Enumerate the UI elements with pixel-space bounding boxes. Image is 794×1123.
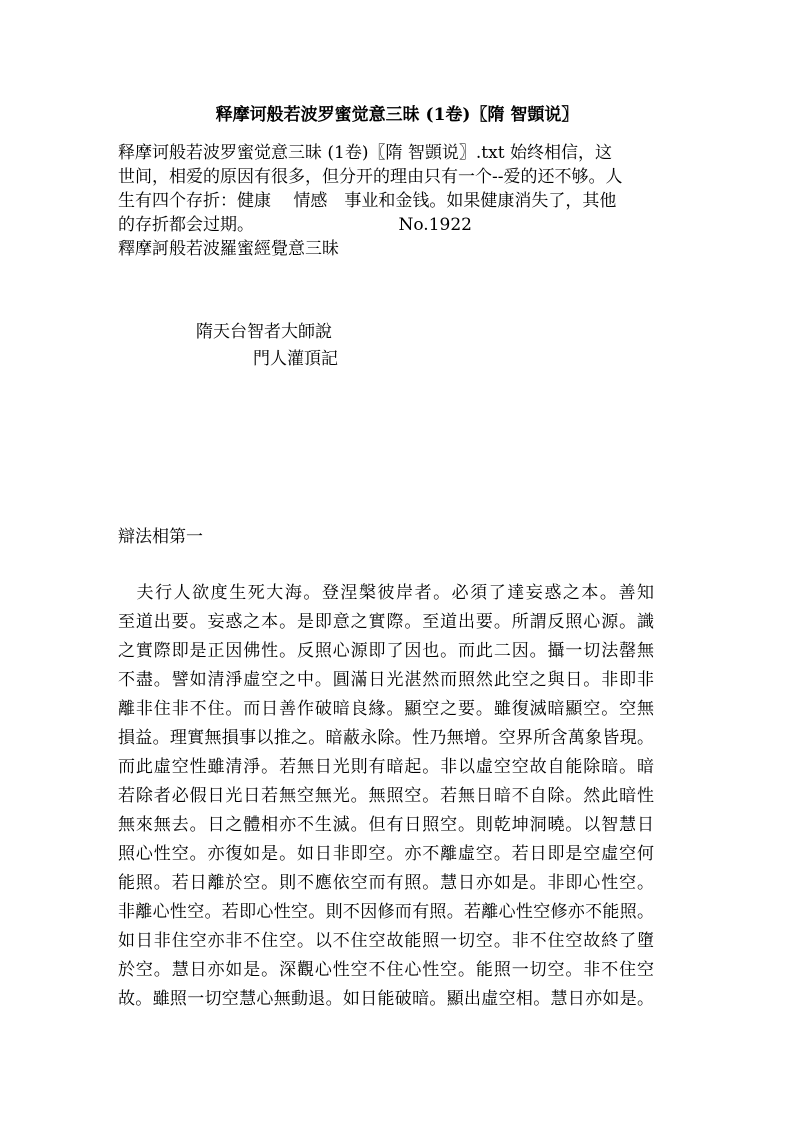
body-line: 夫行人欲度生死大海。登涅槃彼岸者。必須了達妄惑之本。善知 — [118, 583, 654, 603]
body-line: 至道出要。妄惑之本。是即意之實際。至道出要。所謂反照心源。識 — [118, 612, 654, 632]
intro-line-1: 释摩诃般若波罗蜜觉意三昧 (1卷)〖隋 智顗说〗.txt 始终相信，这 — [118, 143, 612, 163]
body-line: 損益。理實無損事以推之。暗蔽永除。性乃無增。空界所含萬象皆現。 — [118, 728, 654, 748]
body-line: 如日非住空亦非不住空。以不住空故能照一切空。非不住空故終了墮 — [118, 931, 654, 951]
body-line: 離非住非不住。而日善作破暗良緣。顯空之要。雖復滅暗顯空。空無 — [118, 699, 654, 719]
body-line: 而此虛空性雖清淨。若無日光則有暗起。非以虛空空故自能除暗。暗 — [118, 757, 654, 777]
body-line: 故。雖照一切空慧心無動退。如日能破暗。顯出虛空相。慧日亦如是。 — [118, 989, 654, 1009]
body-line: 非離心性空。若即心性空。則不因修而有照。若離心性空修亦不能照。 — [118, 902, 654, 922]
recorder-line: 門人灌頂記 — [253, 349, 338, 369]
intro-line-3: 生有四个存折：健康 情感 事业和金钱。如果健康消失了，其他 — [118, 191, 617, 211]
intro-line-4: 的存折都会过期。 No.1922 — [118, 215, 472, 235]
body-line: 不盡。譬如清淨虛空之中。圓滿日光湛然而照然此空之與日。非即非 — [118, 670, 654, 690]
body-line: 無來無去。日之體相亦不生滅。但有日照空。則乾坤洞曉。以智慧日 — [118, 815, 654, 835]
body-line: 之實際即是正因佛性。反照心源即了因也。而此二因。攝一切法罄無 — [118, 641, 654, 661]
document-title: 释摩诃般若波罗蜜觉意三昧 (1卷)〖隋 智顗说〗 — [215, 105, 579, 125]
body-line: 能照。若日離於空。則不應依空而有照。慧日亦如是。非即心性空。 — [118, 873, 654, 893]
body-line: 照心性空。亦復如是。如日非即空。亦不離虛空。若日即是空虛空何 — [118, 844, 654, 864]
intro-line-2: 世间，相爱的原因有很多，但分开的理由只有一个--爱的还不够。人 — [118, 167, 623, 187]
section-heading: 辯法相第一 — [118, 527, 203, 547]
author-line: 隋天台智者大師說 — [196, 322, 332, 342]
body-line: 於空。慧日亦如是。深觀心性空不住心性空。能照一切空。非不住空 — [118, 960, 654, 980]
body-line: 若除者必假日光日若無空無光。無照空。若無日暗不自除。然此暗性 — [118, 786, 654, 806]
sutra-title: 釋摩訶般若波羅蜜經覺意三昧 — [118, 239, 339, 259]
